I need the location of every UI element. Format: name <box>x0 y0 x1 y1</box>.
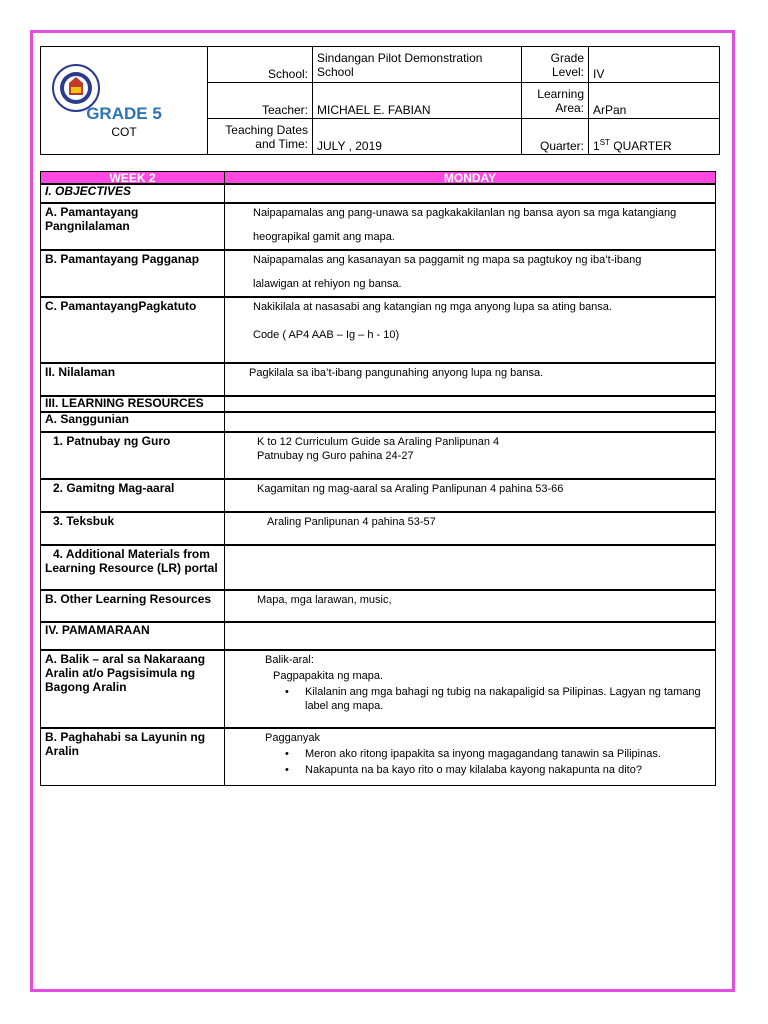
week-header <box>40 171 716 184</box>
row-additional <box>40 545 716 590</box>
pagkatuto-code: Code ( AP4 AAB – Ig – h - 10) <box>253 329 400 341</box>
pagganap-line1: Naipapamalas ang kasanayan sa paggamit ng mapa sa pagtukoy ng iba’t-ibang <box>253 254 642 266</box>
row-other-resources <box>40 590 716 622</box>
learning-area-value: ArPan <box>589 83 720 119</box>
balik-aral-sub: Pagpapakita ng mapa. <box>273 670 384 682</box>
patnubay-line1: K to 12 Curriculum Guide sa Araling Panlipunan 4 <box>257 436 500 448</box>
pangnilalaman-label: A. Pamantayang Pangnilalaman <box>40 203 225 250</box>
quarter-label: Quarter: <box>522 119 589 155</box>
teacher-label: Teacher: <box>208 83 313 119</box>
sanggunian-label: A. Sanggunian <box>40 412 225 432</box>
pagkatuto-label: C. PamantayangPagkatuto <box>40 297 225 363</box>
resources-heading-row <box>40 396 716 412</box>
paghahabi-bullet-1: • Meron ako ritong ipapakita sa inyong magagandang tanawin sa Pilipinas. <box>285 747 715 761</box>
balik-aral-title: Balik-aral: <box>265 654 314 666</box>
row-patnubay <box>40 432 716 479</box>
day-label: MONDAY <box>225 171 716 184</box>
other-resources-label: B. Other Learning Resources <box>40 590 225 622</box>
teksbuk-label: 3. Teksbuk <box>40 512 225 545</box>
pamamaraan-heading: IV. PAMAMARAAN <box>40 622 225 650</box>
objectives-heading: I. OBJECTIVES <box>40 184 225 203</box>
pagganap-label: B. Pamantayang Pagganap <box>40 250 225 297</box>
objectives-heading-row <box>40 184 716 203</box>
teksbuk-value: Araling Panlipunan 4 pahina 53-57 <box>225 512 716 545</box>
gamit-label: 2. Gamitng Mag-aaral <box>40 479 225 512</box>
pangnilalaman-line1: Naipapamalas ang pang-unawa sa pagkakakilanlan ng bansa ayon sa mga katangiang <box>253 207 677 219</box>
week-label: WEEK 2 <box>40 171 225 184</box>
row-sanggunian <box>40 412 716 432</box>
paghahabi-bullet-2: • Nakapunta na ba kayo rito o may kilalaba kayong nakapunta na dito? <box>285 763 715 777</box>
learning-area-label: Learning Area: <box>522 83 589 119</box>
school-label: School: <box>208 47 313 83</box>
teacher-value: MICHAEL E. FABIAN <box>313 83 522 119</box>
dates-label: Teaching Dates and Time: <box>208 119 313 155</box>
header-table <box>40 46 720 155</box>
quarter-value: 1ST QUARTER <box>589 119 720 155</box>
row-nilalaman <box>40 363 716 396</box>
other-resources-value: Mapa, mga larawan, music, <box>225 590 716 622</box>
patnubay-label: 1. Patnubay ng Guro <box>40 432 225 479</box>
cot-label: COT <box>111 124 137 139</box>
pagganap-line2: lalawigan at rehiyon ng bansa. <box>253 278 402 290</box>
grade-level-value: IV <box>589 47 720 83</box>
row-pagganap <box>40 250 716 297</box>
pangnilalaman-line2: heograpikal gamit ang mapa. <box>253 231 395 243</box>
paghahabi-label: B. Paghahabi sa Layunin ng Aralin <box>40 728 225 786</box>
nilalaman-label: II. Nilalaman <box>40 363 225 396</box>
additional-label: 4. Additional Materials from Learning Resource (LR) portal <box>40 545 225 590</box>
dates-value: JULY , 2019 <box>313 119 522 155</box>
balik-aral-label: A. Balik – aral sa Nakaraang Aralin at/o Pagsisimula ng Bagong Aralin <box>40 650 225 728</box>
pagkatuto-line1: Nakikilala at nasasabi ang katangian ng mga anyong lupa sa ating bansa. <box>253 301 612 313</box>
gamit-value: Kagamitan ng mag-aaral sa Araling Panlipunan 4 pahina 53-66 <box>225 479 716 512</box>
row-pangnilalaman <box>40 203 716 250</box>
school-value: Sindangan Pilot Demonstration School <box>313 47 522 83</box>
row-teksbuk <box>40 512 716 545</box>
row-gamit <box>40 479 716 512</box>
pamamaraan-heading-row <box>40 622 716 650</box>
row-paghahabi <box>40 728 716 786</box>
resources-heading: III. LEARNING RESOURCES <box>40 396 225 412</box>
balik-aral-bullet: • Kilalanin ang mga bahagi ng tubig na nakapaligid sa Pilipinas. Lagyan ng tamang label ang mapa. <box>285 685 705 713</box>
row-balik-aral <box>40 650 716 728</box>
grade-level-label: Grade Level: <box>522 47 589 83</box>
nilalaman-value: Pagkilala sa iba’t-ibang pangunahing anyong lupa ng bansa. <box>225 363 716 396</box>
row-pagkatuto <box>40 297 716 363</box>
grade-title: GRADE 5 <box>86 103 162 123</box>
logo-cell <box>41 47 208 155</box>
paghahabi-title: Pagganyak <box>265 732 321 744</box>
patnubay-line2: Patnubay ng Guro pahina 24-27 <box>257 450 414 462</box>
